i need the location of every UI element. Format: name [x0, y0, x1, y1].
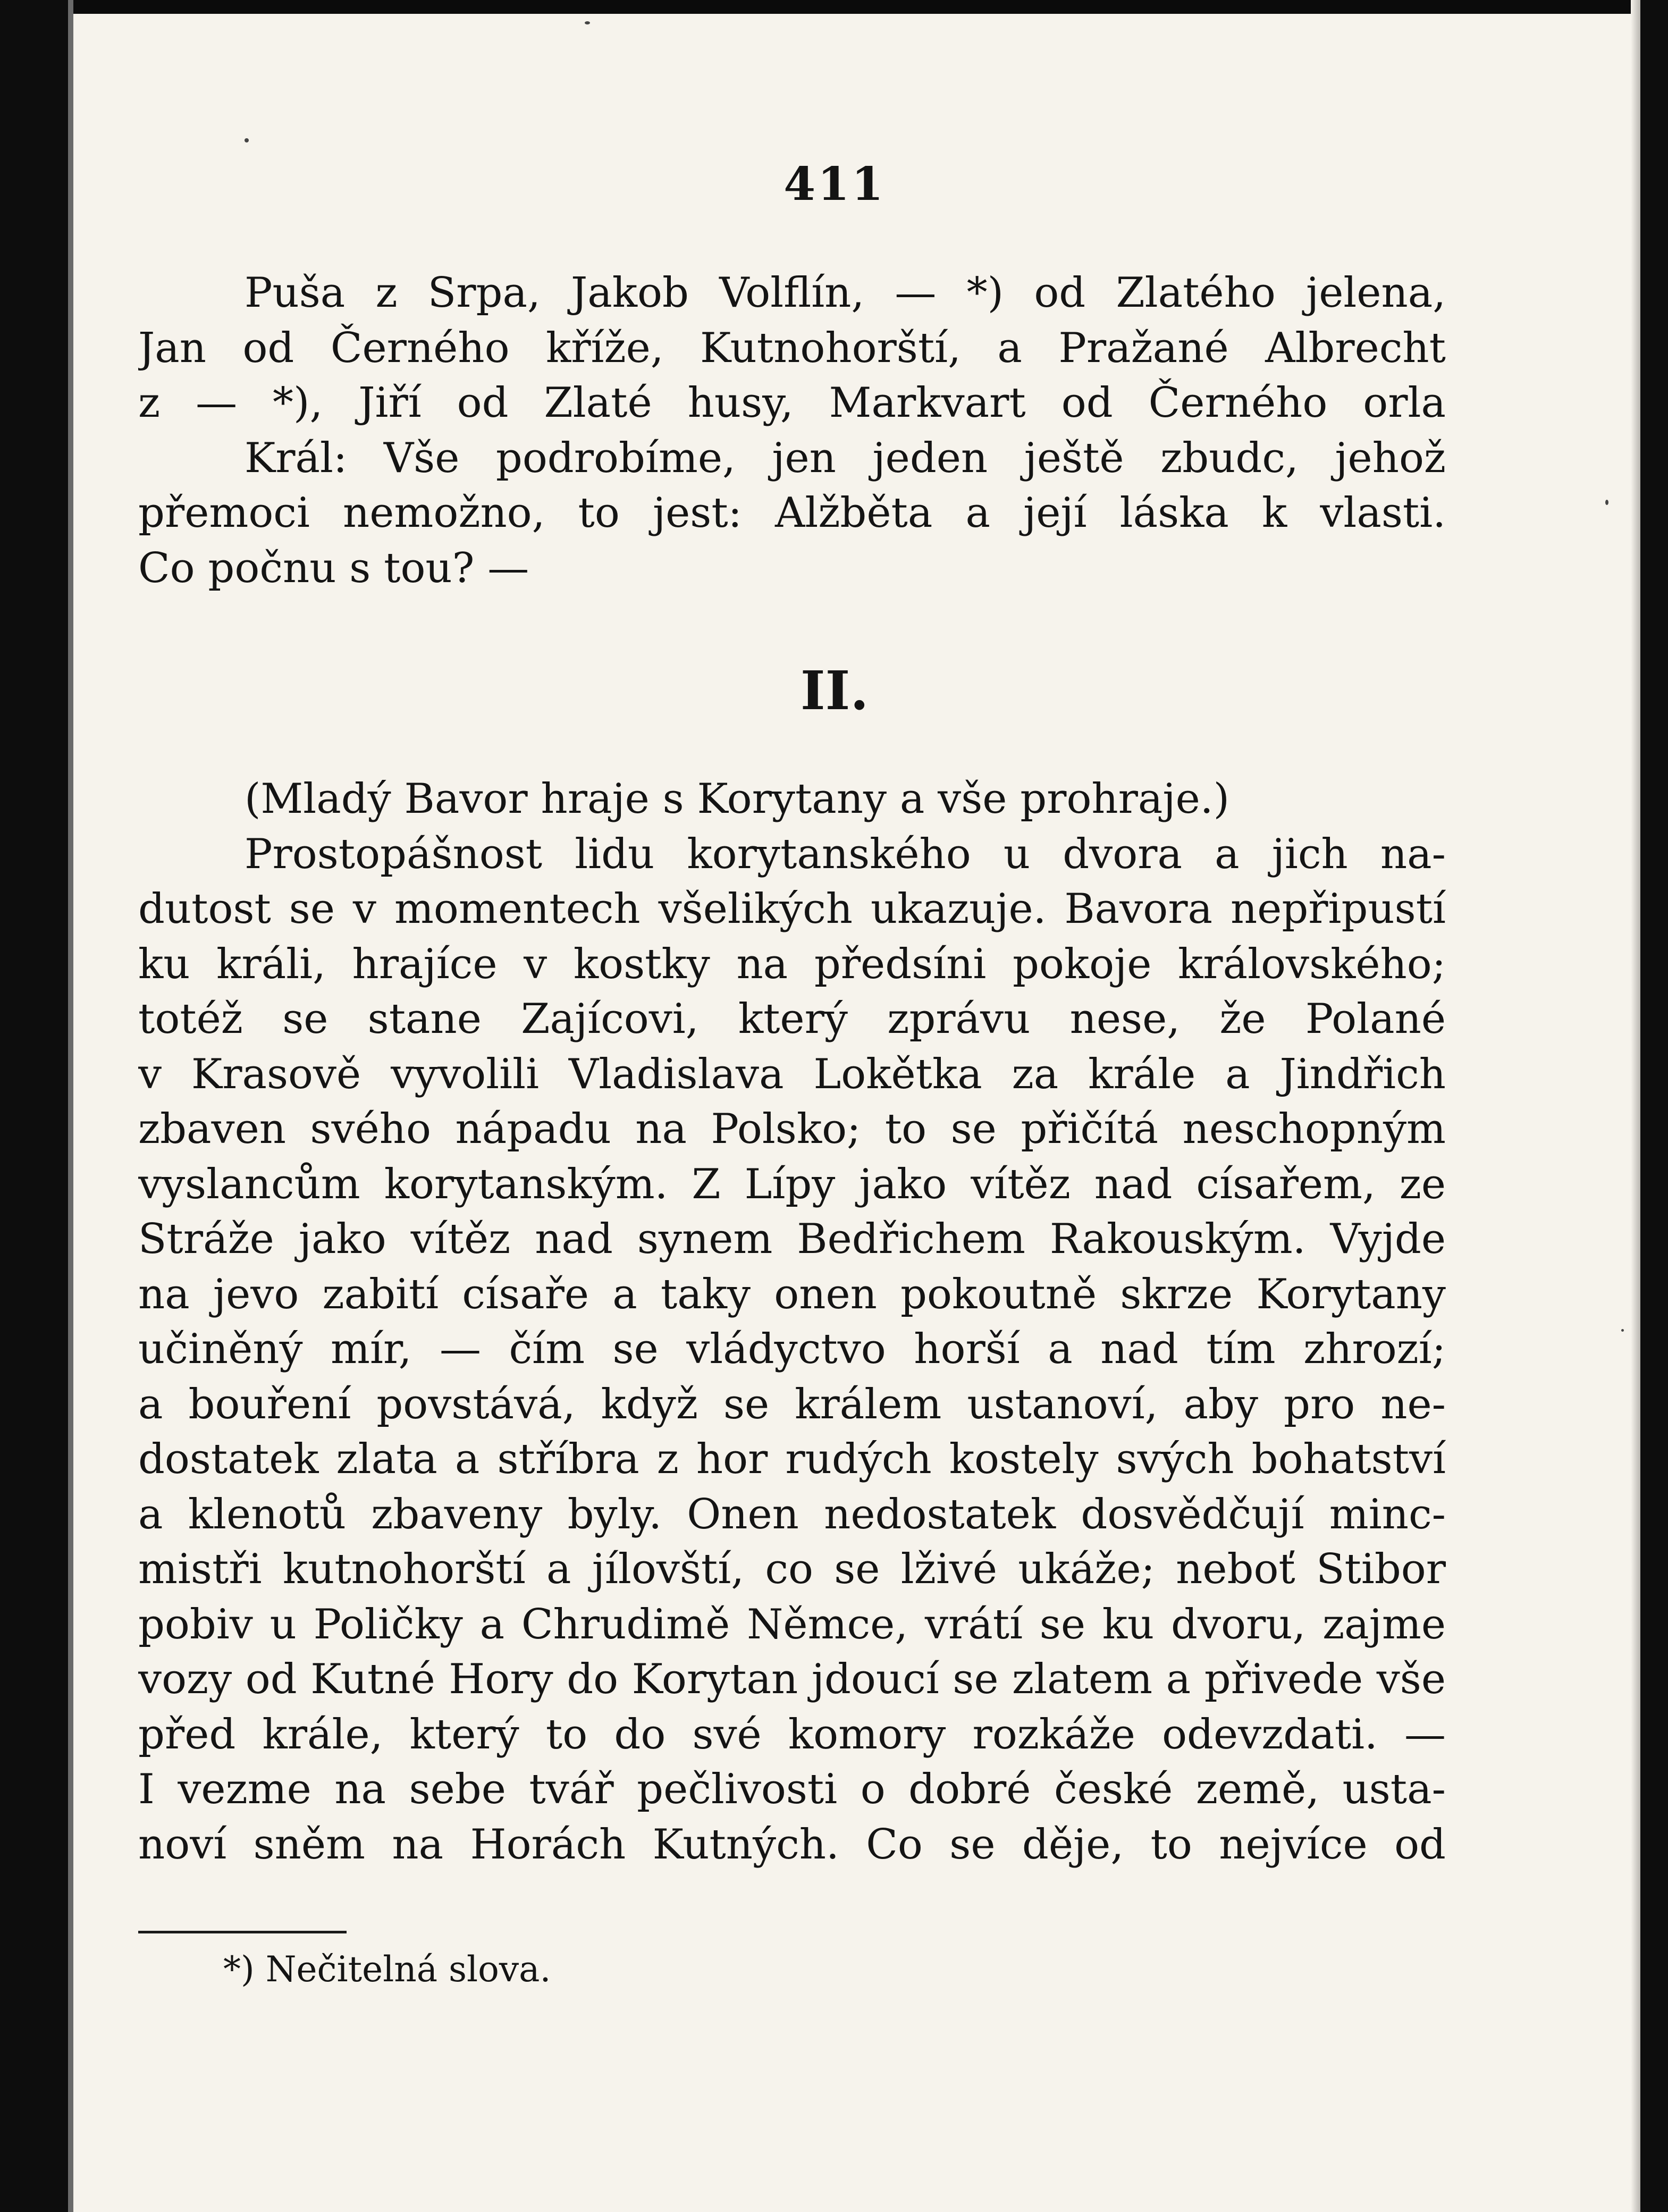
text-line: před krále, který to do své komory rozkáže odevzdati. — — [138, 1710, 1446, 1759]
section-intro: (Mladý Bavor hraje s Korytany a vše prohraje.) — [245, 775, 1229, 823]
text-line: Co počnu s tou? — — [138, 544, 529, 592]
text-line: Puša z Srpa, Jakob Volflín, — *) od Zlatého jelena, — [245, 269, 1446, 317]
scan-border-left-shadow — [68, 0, 73, 2212]
section-heading: II. — [800, 659, 869, 722]
text-line: dutost se v momentech všelikých ukazuje. Bavora nepřipustí — [138, 885, 1446, 933]
text-line: I vezme na sebe tvář pečlivosti o dobré české země, usta- — [138, 1765, 1446, 1813]
scan-border-top — [0, 0, 1668, 14]
text-line: mistři kutnohorští a jílovští, co se lživé ukáže; neboť Stibor — [138, 1545, 1446, 1593]
text-line: vyslancům korytanským. Z Lípy jako vítěz nad císařem, ze — [138, 1160, 1446, 1208]
text-line: a bouření povstává, když se králem ustanoví, aby pro ne- — [138, 1380, 1446, 1428]
scan-speck — [1605, 500, 1608, 505]
text-line: vozy od Kutné Hory do Korytan jdoucí se zlatem a přivede vše — [138, 1655, 1446, 1703]
paragraph-continuation — [138, 266, 1446, 596]
text-line: totéž se stane Zajícovi, který zprávu nese, že Polané — [138, 995, 1446, 1043]
scan-speck — [1621, 1329, 1624, 1332]
scan-speck — [245, 138, 249, 142]
scan-speck — [585, 21, 590, 24]
text-line: noví sněm na Horách Kutných. Co se děje, to nejvíce od — [138, 1820, 1446, 1869]
text-line: pobiv u Poličky a Chrudimě Němce, vrátí se ku dvoru, zajme — [138, 1600, 1446, 1649]
text-line: přemoci nemožno, to jest: Alžběta a její láska k vlasti. — [138, 489, 1446, 537]
text-line: Jan od Černého kříže, Kutnohorští, a Pražané Albrecht — [138, 324, 1446, 372]
text-line: ku králi, hrajíce v kostky na předsíni pokoje královského; — [138, 940, 1446, 988]
text-line: zbaven svého nápadu na Polsko; to se přičítá neschopným — [138, 1105, 1446, 1153]
scan-border-left — [0, 0, 68, 2212]
scan-page-edge — [1631, 0, 1640, 2212]
scan-border-right — [1640, 0, 1668, 2212]
text-line: na jevo zabití císaře a taky onen pokoutně skrze Korytany — [138, 1270, 1446, 1318]
text-line: dostatek zlata a stříbra z hor rudých kostely svých bohatství — [138, 1435, 1446, 1483]
footnote: *) Nečitelná slova. — [223, 1949, 551, 1990]
text-line: Prostopášnost lidu korytanského u dvora a jich na- — [245, 830, 1446, 878]
text-line: učiněný mír, — čím se vládyctvo horší a nad tím zhrozí; — [138, 1325, 1446, 1373]
text-line: z — *), Jiří od Zlaté husy, Markvart od Černého orla — [138, 379, 1446, 427]
text-line: a klenotů zbaveny byly. Onen nedostatek dosvědčují minc- — [138, 1490, 1446, 1538]
footnote-rule — [138, 1931, 347, 1933]
text-line: v Krasově vyvolili Vladislava Lokětka za krále a Jindřich — [138, 1050, 1446, 1098]
page-number: 411 — [784, 157, 886, 211]
section-body — [138, 772, 1446, 1872]
text-line: Král: Vše podrobíme, jen jeden ještě zbudc, jehož — [245, 434, 1446, 482]
text-line: Stráže jako vítěz nad synem Bedřichem Rakouským. Vyjde — [138, 1215, 1446, 1263]
